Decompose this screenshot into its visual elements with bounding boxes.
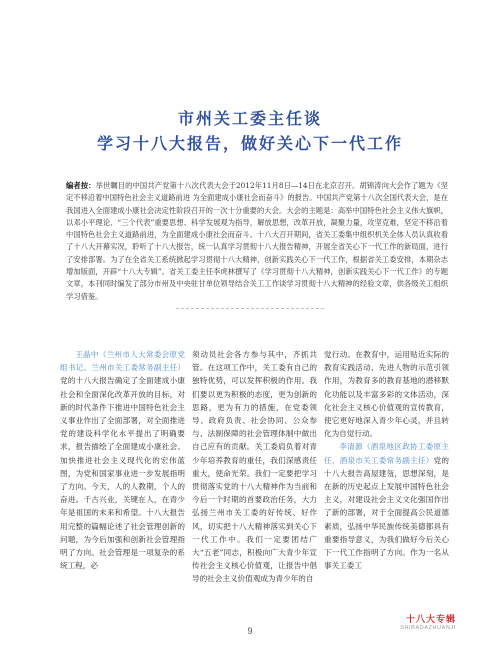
editor-note-text: 举世瞩目的中国共产党第十八次代表大会于2012年11月8日—14日在北京召开。胡锦涛向大会作了题为《坚定不移沿着中国特色社会主义道路前进 为全面建成小康社会而奋斗》的报告。中国共产党第十八次全国代表大会，是在我国进入全面建成小康社会决定性阶段召开的一次十分重要的大会。大会的主题是：高举中国特色社会主义伟大旗帜，以邓小平理论、“三个代表”重要思想、科学发展观为指导，解放思想，改革开放，凝聚力量，攻坚克难，坚定不移沿着中国特色社会主义道路前进，为全面建成小康社会而奋斗。十八大召开期间，省关工委集中组织机关全体人员认真收看了十八大开幕实况，聆听了十八大报告，统一认真学习贯彻十八大报告精神，开展全省关心下一代工作的新局面，进行了安排部署。为了在全省关工系统掀起学习贯彻十八大精神，创新实践关心下一代工作，根据省关工委安排，本期杂志增加版面，开辟“十八大专辑”。省关工委主任李虎林撰写了《学习贯彻十八大精神，创新实践关心下一代工作》的专题文章，本刊同时编发了部分市州及中央驻甘单位领导结合关工工作谈学习贯彻十八大精神的经验文章，供各级关工组织学习借鉴。 bbox=[66, 181, 449, 301]
section-brand-pinyin: SHIBADAZHUANJI bbox=[400, 625, 456, 631]
body-paragraph: 须动员社会各方参与其中，齐抓共管。在这项工作中，关工委有自己的独特优势，可以发挥积极的作用。我们要以更为积极的态度，更为创新的思路，更为有力的措施，在党委领导、政府负责、社会协同、公众参与、法制保障的社会管理体制中做出自己应有的贡献。关工委肩负着对青少年培养教育的重任，我们深感责任重大，使命光荣。我们一定要把学习贯彻落实党的十八大精神作为当前和今后一个时期的首要政治任务，大力弘扬兰州市关工委的好传统、好作风，切实把十八大精神落实到关心下一代工作中。我们一定要团结广大“五老”同志，积极向广大青少年宣传社会主义核心价值观，让报告中倡导的社会主义价值观成为青少年的自 bbox=[192, 350, 317, 584]
body-paragraph: 觉行动。在教育中，运用贴近实际的教育实践活动、先进人物的示范引领作用，为教育多的教育基地的潜移默化功能以及丰富多彩的文体活动，深化社会主义核心价值观的宣传教育，使它更好地深入青少年心灵，并且转化为自觉行动。 bbox=[324, 350, 449, 439]
section-brand bbox=[400, 612, 456, 631]
speaker-name: 王晶中（兰州市人大常委会原党组书记、兰州市关工委常务副主任） bbox=[60, 350, 185, 373]
body-paragraph: 党的十八大报告确定了全面建成小康社会和全面深化改革开放的目标，对新的时代条件下推进中国特色社会主义事业作出了全面部署，对全面推进党的建设科学化水平提出了明确要求，报告描绘了全面建成小康社会、加快推进社会主义现代化的宏伟蓝图，为党和国家事业进一步发展指明了方向。今天，人的人教期，个人的奋进。千古兴业，关键在人，在青少年是祖国的未来和希望。十八大报告用完整的篇幅论述了社会管理创新的问题，为今后加强和创新社会管理指明了方向。社会管理是一项复杂的系统工程，必 bbox=[60, 376, 185, 571]
body-column-3 bbox=[324, 348, 449, 572]
article-title-line2: 学习十八大报告，做好关心下一代工作 bbox=[96, 134, 403, 153]
body-paragraph: 党的十八大报告高屋建瓴，思想深刻，是在新的历史起点上发展中国特色社会主义，对建设社会主义文化强国作出了新的部署，对于全面提高公民道德素质，弘扬中华民族传统美德都具有重要指导意义，为我们做好今后关心下一代工作指明了方向。作为一名从事关工委工 bbox=[324, 455, 449, 571]
section-divider bbox=[176, 308, 324, 309]
section-brand-title: 十八大专辑 bbox=[405, 615, 456, 625]
page-number: 9 bbox=[247, 626, 253, 636]
speaker-name: 李清源（酒泉地区政协工委原主任、酒泉市关工委常务副主任） bbox=[324, 442, 449, 465]
editor-note bbox=[66, 180, 448, 303]
editor-note-label: 编者按： bbox=[66, 181, 96, 190]
body-column-1 bbox=[60, 348, 185, 572]
body-column-2 bbox=[192, 348, 317, 586]
article-title-line1: 市州关工委主任谈 bbox=[177, 109, 322, 128]
